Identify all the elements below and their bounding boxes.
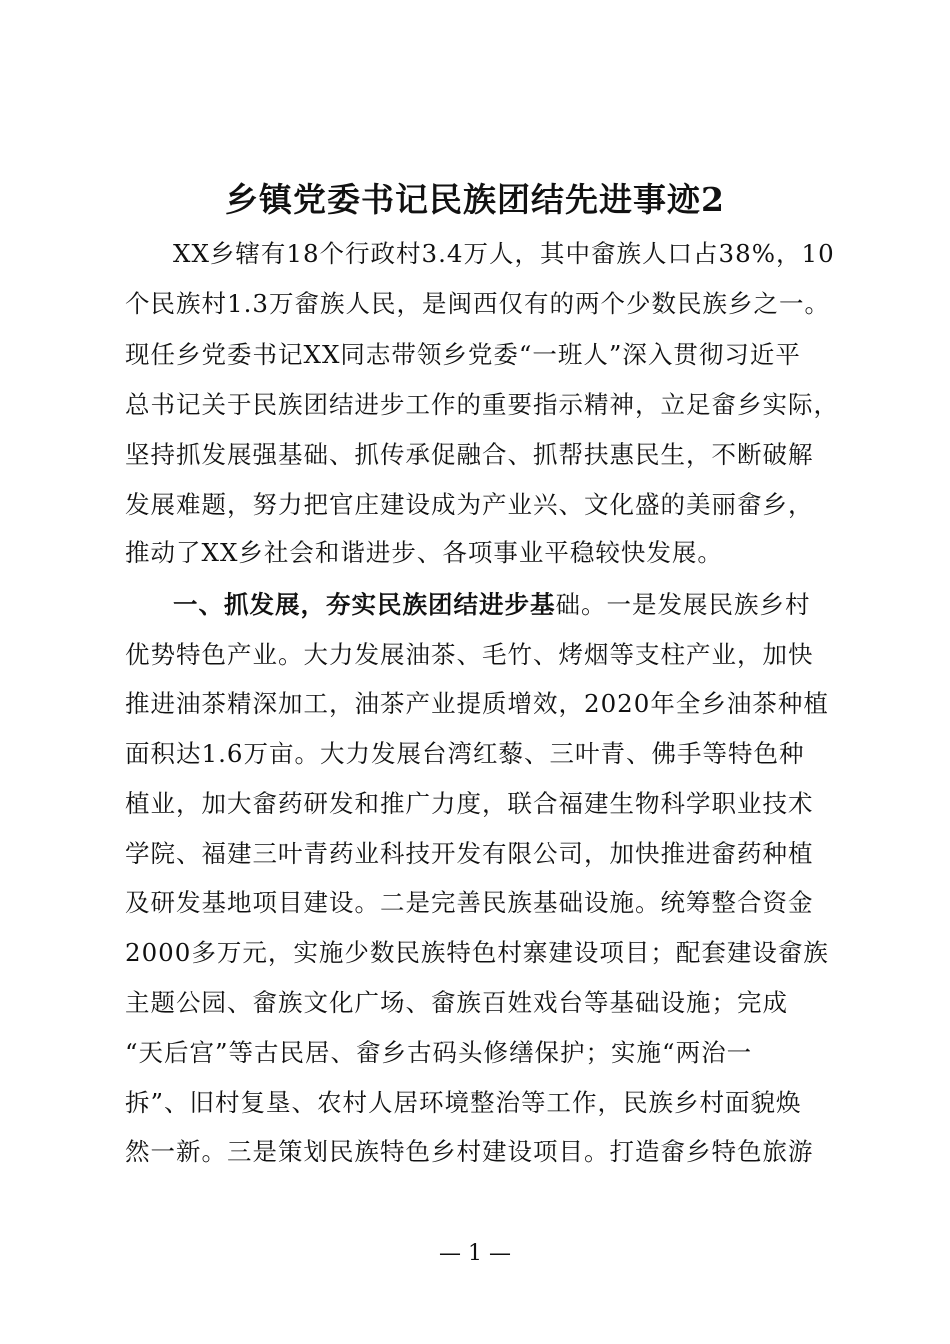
paragraph1-line-4: 总书记关于民族团结进步工作的重要指示精神，立足畲乡实际，: [125, 390, 839, 419]
paragraph2-line-12: 然一新。三是策划民族特色乡村建设项目。打造畲乡特色旅游: [125, 1137, 814, 1166]
paragraph2-line-2: 优势特色产业。大力发展油茶、毛竹、烤烟等支柱产业，加快: [125, 640, 814, 669]
paragraph2-line-1-rest: 础。一是发展民族乡村: [555, 590, 811, 619]
paragraph1-line-2: 个民族村1.3万畲族人民，是闽西仅有的两个少数民族乡之一。: [125, 289, 830, 318]
paragraph2-line-9: 主题公园、畲族文化广场、畲族百姓戏台等基础设施；完成: [125, 988, 788, 1017]
document-title: 乡镇党委书记民族团结先进事迹2: [225, 180, 725, 219]
paragraph2-line-8: 2000多万元，实施少数民族特色村寨建设项目；配套建设畲族: [125, 938, 829, 967]
paragraph2-line-7: 及研发基地项目建设。二是完善民族基础设施。统筹整合资金: [125, 888, 814, 917]
paragraph1-line-6: 发展难题，努力把官庄建设成为产业兴、文化盛的美丽畲乡，: [125, 490, 814, 519]
paragraph2-line-10: “天后宫”等古民居、畲乡古码头修缮保护；实施“两治一: [125, 1038, 753, 1067]
paragraph2-line-4: 面积达1.6万亩。大力发展台湾红藜、三叶青、佛手等特色种: [125, 739, 805, 768]
page-number: — 1 —: [439, 1241, 511, 1266]
paragraph2-line-3: 推进油茶精深加工，油茶产业提质增效，2020年全乡油茶种植: [125, 689, 829, 718]
paragraph1-line-5: 坚持抓发展强基础、抓传承促融合、抓帮扶惠民生，不断破解: [125, 440, 814, 469]
paragraph1-line-3: 现任乡党委书记XX同志带领乡党委“一班人”深入贯彻习近平: [125, 340, 801, 369]
paragraph1-line-7: 推动了XX乡社会和谐进步、各项事业平稳较快发展。: [125, 538, 723, 567]
paragraph1-line-1: XX乡辖有18个行政村3.4万人，其中畲族人口占38%，10: [173, 239, 835, 268]
section-heading: 一、抓发展，夯实民族团结进步基: [173, 590, 556, 619]
paragraph2-line-1: [173, 589, 811, 621]
paragraph2-line-6: 学院、福建三叶青药业科技开发有限公司，加快推进畲药种植: [125, 839, 814, 868]
paragraph2-line-11: 拆”、旧村复垦、农村人居环境整治等工作，民族乡村面貌焕: [125, 1088, 802, 1117]
paragraph2-line-5: 植业，加大畲药研发和推广力度，联合福建生物科学职业技术: [125, 789, 814, 818]
